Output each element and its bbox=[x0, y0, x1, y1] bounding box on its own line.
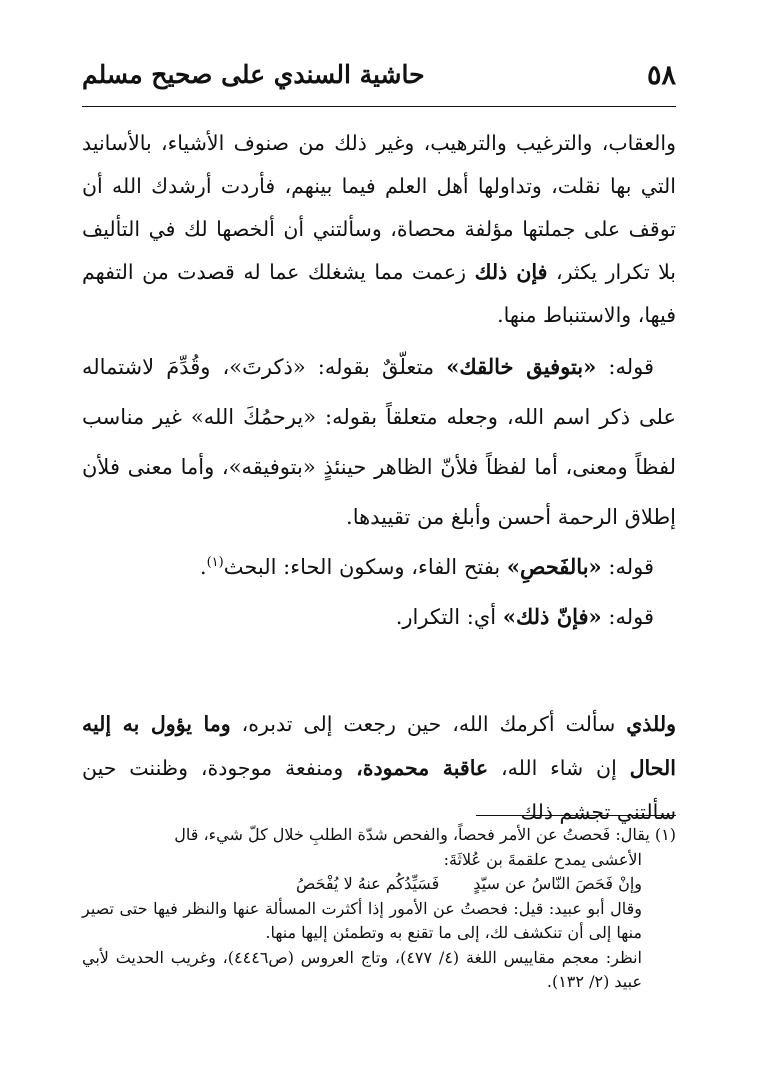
para2-bold-3: عاقبة محمودة، bbox=[356, 756, 489, 780]
comment-2-prefix: قوله: bbox=[608, 555, 654, 579]
footnote-verse bbox=[82, 872, 676, 897]
comment-1-prefix: قوله: bbox=[608, 355, 654, 379]
footnote-marker: (١) bbox=[206, 555, 224, 570]
comment-3-prefix: قوله: bbox=[608, 605, 654, 629]
comment-1-quote: «بتوفيق خالقك» bbox=[446, 354, 597, 379]
comment-3-text: أي: التكرار. bbox=[395, 605, 497, 629]
para1-end-text: زعمت مما يشغلك عما له قصدت من التفهم فيها، والاستنباط منها. bbox=[82, 260, 676, 327]
comment-2: قوله: «بالفَحصِ» بفتح الفاء، وسكون الحاء: البحث$^{(١)}$. bbox=[199, 554, 654, 579]
page-number: ٥٨ bbox=[646, 60, 676, 91]
para2-text-3: ومنفعة موجودة، وظننت حين سألتني تجشم ذلك bbox=[82, 756, 676, 824]
footnote-block bbox=[82, 823, 676, 995]
comment-2-text: بفتح الفاء، وسكون الحاء: البحث bbox=[223, 555, 501, 579]
footnote-line-4: وقال أبو عبيد: قيل: فحصتُ عن الأمور إذا أكثرت المسألة عنها والنظر فيها حتى تصير منها إلى أن تنكشف لك، إلى ما تقنع به وتطمئن إليها منها. bbox=[82, 898, 643, 942]
footnote-line-5: انظر: معجم مقاييس اللغة (٤/ ٤٧٧)، وتاج العروس (ص٤٤٤٦)، وغريب الحديث لأبي عبيد (٢/ ١٣٢). bbox=[82, 947, 643, 991]
footnote-rule bbox=[476, 815, 676, 816]
footnote-line-1: (١) يقال: فَحصتُ عن الأمر فحصاً، والفحص شدّة الطلبِ خلال كلّ شيء، قال bbox=[174, 825, 676, 844]
para1-text: والعقاب، والترغيب والترهيب، وغير ذلك من صنوف الأشياء، بالأسانيد التي بها نقلت، وتداولها أهل العلم فيما بينهم، فأردت أرشدك الله أن توقف على جملتها مؤلفة محصاة، وسألتني أن ألخصها لك في التأليف بلا تكرار يكثر، bbox=[82, 131, 677, 284]
para2-bold-2: وما يؤول به إليه الحال bbox=[82, 712, 676, 780]
hadith-text-paragraph-1 bbox=[82, 122, 676, 337]
comment-1-text: متعلّقٌ بقوله: «ذكرتَ»، وقُدِّمَ لاشتماله على ذكر اسم الله، وجعله متعلقاً بقوله: «يرحمُكَ الله» غير مناسب لفظاً ومعنى، أما لفظاً فلأنّ الظاهر حينئذٍ «بتوفيقه»، وأما معنى فلأن إطلاق الرحمة أحسن وأبلغ من تقييدها. bbox=[82, 355, 676, 529]
verse-second-hemistich: فَسَيِّدُكُم عنهُ لا يُفْحَصُ bbox=[296, 874, 440, 893]
para2-bold-1: وللذي bbox=[626, 712, 676, 736]
comment-3 bbox=[82, 592, 676, 642]
commentary-block bbox=[82, 342, 676, 642]
comment-3-quote: «فإنّ ذلك» bbox=[502, 604, 602, 629]
verse-first-hemistich: وإنْ فَحَصَ النّاسُ عن سيّدٍ bbox=[473, 874, 642, 893]
page-header bbox=[82, 60, 676, 106]
running-title: حاشية السندي على صحيح مسلم bbox=[82, 60, 425, 89]
para1-bold-phrase: فإن ذلك bbox=[474, 260, 548, 284]
footnote-line-2: الأعشى يمدح علقمةَ بن عُلاثَةَ: bbox=[443, 849, 642, 869]
header-rule bbox=[82, 106, 676, 107]
para2-text-1: سألت أكرمك الله، حين رجعت إلى تدبره، bbox=[241, 712, 616, 736]
comment-2-quote: «بالفَحصِ» bbox=[506, 554, 602, 579]
comment-1 bbox=[82, 342, 676, 542]
para2-text-2: إن شاء الله، bbox=[501, 756, 617, 780]
